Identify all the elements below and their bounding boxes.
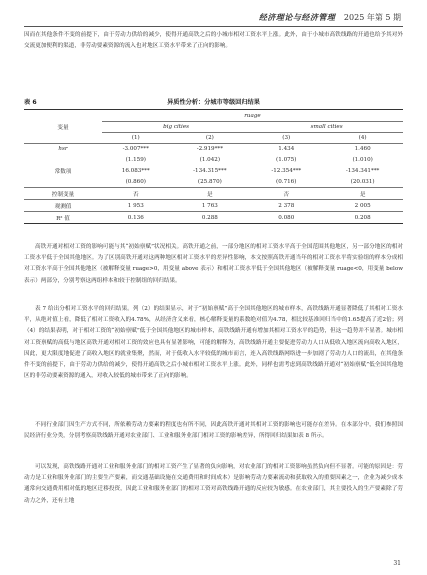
table-row	[24, 212, 403, 224]
table-cell: (0.716)	[276, 178, 297, 185]
table-cell: 否	[132, 191, 139, 198]
table-cell: (20.031)	[350, 178, 375, 185]
table-cell: 1 953	[127, 202, 144, 209]
header-rule	[24, 26, 403, 27]
table-caption	[24, 97, 403, 107]
col-header: (2)	[205, 135, 214, 141]
paragraph-1: 因而在其他条件不变的前提下，由于劳动力供给的减少，使得开通高铁之后的小城市相对工资水平上涨。此外，由于小城市高铁线路的开通也给予其对外交流更加便利的渠道，非劳动要素资源的流入也对地区工资水平带来了正向的影响。	[24, 32, 403, 50]
row-label: hsr	[58, 146, 68, 153]
table-cell: (1.159)	[125, 157, 146, 163]
table-cell: -134.341***	[345, 168, 380, 174]
table-cell: 2 005	[354, 202, 371, 209]
row-label: 控制变量	[51, 191, 75, 198]
col-header: (1)	[131, 135, 140, 141]
table-cell: 1.460	[354, 146, 371, 153]
journal-name: 经济理论与经济管理	[258, 12, 336, 22]
running-header	[259, 12, 401, 23]
table-row	[24, 144, 403, 155]
row-label: 常数项	[54, 169, 72, 175]
paragraph-3: 表 7 给出分相对工资水平的回归结果。列（2）的结果显示，对于“初始禀赋”高于全国其他地区的城市样本，高铁线路开通显著降低了其相对工资水平，从绝对值上看，降低了相对工资收入的4.78%，从经济含义来看，核心解释变量的系数绝对值为4.78，相比较基准回归当中的1.65提高了近2倍；列（4）的结果表明，对于相对工资的“初始禀赋”低于全国其他地区的城市样本，高铁线路开通有增加其相对工资水平的趋势，但这一趋势并不显著。城市相对工资禀赋的高低与地区高铁开通对相对工资的效应也具有显著影响，可能的解释为，高铁线路开通主要促进劳动力人口从低收入地区流向高收入地区，因此，更大限度地促进了高收入地区的就业集聚，然而，对于低收入水平较低的城市而言，连入高铁线路网络进一步加剧了劳动力人口的流出，在其他条件不变的前提下，由于劳动力供给的减少，使得开通高铁之后小城市相对工资水平上涨。此外，同样也需考虑到高铁线路开通对“初始禀赋”低全国其他地区的非劳动要素资源的通入，对收入较低的城市带来了正向的影响。	[24, 306, 403, 380]
table-cell: (1.075)	[276, 157, 297, 163]
col-header: (3)	[282, 135, 291, 141]
table-cell: -3.007***	[122, 146, 149, 153]
table-cell: -12.354***	[271, 168, 302, 174]
table-number: 表 6	[24, 99, 37, 106]
table-row	[24, 177, 403, 188]
table-cell: 0.136	[127, 214, 144, 221]
table-cell: 0.208	[354, 214, 371, 221]
table-cell: (1.010)	[352, 157, 373, 163]
page-number: 31	[393, 560, 401, 567]
table-cell: (0.860)	[125, 178, 146, 185]
table-cell: 2 378	[278, 202, 295, 209]
table-cell: 16.083***	[121, 168, 150, 174]
table-cell: 0.288	[201, 214, 218, 221]
table-cell: 1.434	[278, 146, 295, 153]
row-label	[24, 177, 102, 188]
table-cell: 是	[359, 191, 366, 198]
table-cell: 1 763	[201, 202, 218, 209]
group-header-big: big cities	[102, 122, 250, 133]
table-row	[24, 200, 403, 212]
col-header: (4)	[358, 135, 367, 141]
table-row	[24, 155, 403, 166]
table-cell: (1.042)	[199, 157, 221, 163]
row-label	[24, 155, 102, 166]
table-cell: -2.919***	[196, 146, 223, 153]
table-cell: 否	[283, 191, 290, 198]
table-row	[24, 188, 403, 200]
table-cell: (25.870)	[197, 178, 222, 185]
paragraph-4: 不同行业部门因生产方式不同，所依赖劳动力要素的程度也有所不同，因此高铁开通对其相对工资的影响也可能存在差异。在本部分中，我们参照国民经济行业分类，分别考察高铁线路开通对农业部门、工业和服务业部门相对工资的影响差异，所得回归结果如表 8 所示。	[24, 422, 403, 440]
table-row	[24, 166, 403, 177]
table-cell: -134.315***	[193, 168, 227, 174]
paragraph-5: 可以发现，高铁线路开通对工业和服务业部门的相对工资产生了显著的负向影响，对农业部门的相对工资影响虽然负向但不显著。可能的原因是：劳动力是工业和服务业部门的主要生产要素，而交通基础设施在交通费用和时间成本）是影响劳动力要素流动和获取收入的重要因素之一，企业为减少成本通常向交通费用相对低的地区迁移投资，因此工业和服务业部门的相对工资对高铁线路开通的反应较为敏感。在农业部门，其主要投入的生产要素除了劳动力之外，还有土地	[24, 464, 403, 504]
row-label: 观测值	[54, 203, 72, 210]
regression-table	[24, 109, 403, 224]
table-cell: 0.080	[278, 214, 295, 221]
group-header-small: small cities	[250, 122, 403, 133]
table-title: 异质性分析：分城市等级回归结果	[167, 99, 260, 106]
issue-label: 2025 年第 5 期	[343, 13, 401, 22]
var-header: 变量	[57, 124, 69, 131]
table-cell: 是	[207, 191, 213, 198]
row-label: R² 值	[56, 215, 70, 222]
dep-var-header: ruage	[102, 110, 403, 122]
paragraph-2: 高铁开通对相对工资的影响可能与其“初始禀赋”状况相关。高铁开通之前，一部分地区的相对工资水平高于全国范围其他地区，另一部分地区的相对工资水平低于全国其他地区。为了区别高铁开通对这两种地区相对工资水平的差异性影响，本文按照高铁开通当年的相对工资水平将实验组的样本分成相对工资水平高于全国其他地区（被解释变量 ruage>0，用变量 above 表示）和相对工资水平低于全国其他地区（被解释变量 ruage<0，用变量 below 表示）两部分，分别考察这两组样本和较于控制组的回归结果。	[24, 244, 403, 284]
